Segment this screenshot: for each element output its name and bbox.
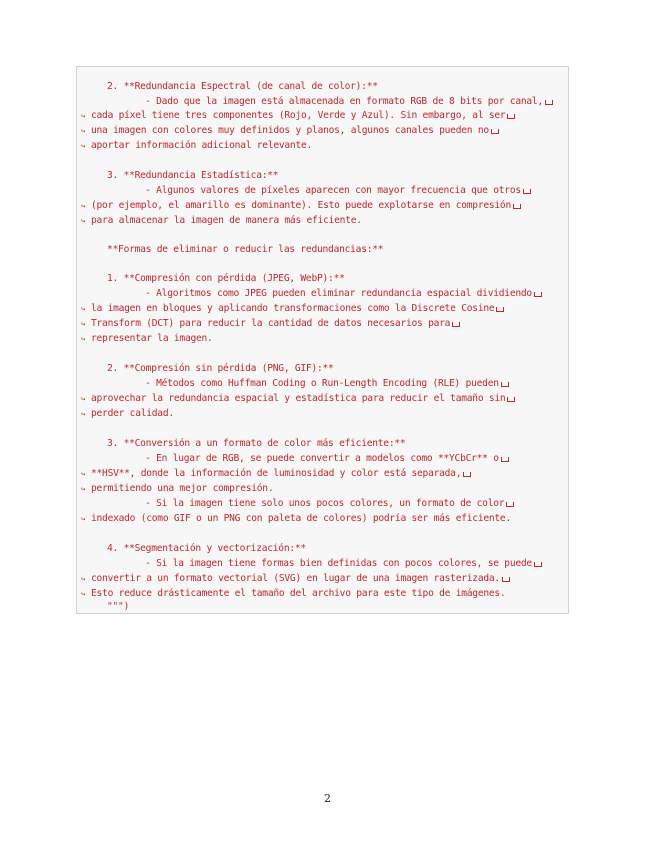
code-line: aprovechar la redundancia espacial y estadística para reducir el tamaño sin (91, 393, 515, 405)
line-continuation-icon: ↪ (81, 217, 86, 225)
line-break-icon (534, 562, 542, 567)
code-line: """) (107, 601, 130, 612)
code-line: para almacenar la imagen de manera más eficiente. (91, 215, 362, 226)
line-break-icon (506, 502, 514, 507)
line-break-icon (507, 114, 515, 119)
line-continuation-icon: ↪ (81, 127, 86, 135)
code-line: 2. **Redundancia Espectral (de canal de color):** (107, 81, 378, 92)
line-continuation-icon: ↪ (81, 515, 86, 523)
code-line: (por ejemplo, el amarillo es dominante). Esto puede explotarse en compresión (91, 200, 521, 212)
line-continuation-icon: ↪ (81, 305, 86, 313)
line-break-icon (502, 577, 510, 582)
line-break-icon (507, 397, 515, 402)
code-line: 4. **Segmentación y vectorización:** (107, 543, 306, 554)
line-continuation-icon: ↪ (81, 142, 86, 150)
code-line: indexado (como GIF o un PNG con paleta de colores) podría ser más eficiente. (91, 513, 511, 524)
line-continuation-icon: ↪ (81, 485, 86, 493)
line-continuation-icon: ↪ (81, 395, 86, 403)
code-line: permitiendo una mejor compresión. (91, 483, 274, 494)
line-break-icon (513, 204, 521, 209)
code-line: - Algunos valores de píxeles aparecen con mayor frecuencia que otros (123, 185, 531, 197)
code-line: 2. **Compresión sin pérdida (PNG, GIF):** (107, 363, 334, 374)
code-block (76, 66, 569, 614)
code-line: - Si la imagen tiene formas bien definidas con pocos colores, se puede (123, 558, 542, 570)
line-break-icon (463, 472, 471, 477)
code-line: aportar información adicional relevante. (91, 140, 313, 151)
code-line: 3. **Conversión a un formato de color más eficiente:** (107, 438, 406, 449)
line-continuation-icon: ↪ (81, 590, 86, 598)
code-line: - Algoritmos como JPEG pueden eliminar redundancia espacial dividiendo (123, 288, 542, 300)
line-continuation-icon: ↪ (81, 575, 86, 583)
code-line: - Dado que la imagen está almacenada en formato RGB de 8 bits por canal, (123, 96, 553, 108)
line-break-icon (545, 100, 553, 105)
line-continuation-icon: ↪ (81, 335, 86, 343)
line-break-icon (491, 129, 499, 134)
line-break-icon (523, 189, 531, 194)
code-line: perder calidad. (91, 408, 174, 419)
code-line: convertir a un formato vectorial (SVG) en lugar de una imagen rasterizada. (91, 573, 510, 585)
code-line: una imagen con colores muy definidos y planos, algunos canales pueden no (91, 125, 499, 137)
line-break-icon (501, 457, 509, 462)
page-number: 2 (324, 792, 331, 805)
code-line: representar la imagen. (91, 333, 213, 344)
code-line: - Métodos como Huffman Coding o Run-Length Encoding (RLE) pueden (123, 378, 509, 390)
code-line: **Formas de eliminar o reducir las redundancias:** (107, 244, 384, 255)
code-line: la imagen en bloques y aplicando transformaciones como la Discrete Cosine (91, 303, 504, 315)
code-line: 1. **Compresión con pérdida (JPEG, WebP):** (107, 273, 345, 284)
code-line: Transform (DCT) para reducir la cantidad de datos necesarios para (91, 318, 460, 330)
line-break-icon (496, 307, 504, 312)
code-line: cada píxel tiene tres componentes (Rojo, Verde y Azul). Sin embargo, al ser (91, 110, 515, 122)
code-line: **HSV**, donde la información de luminosidad y color está separada, (91, 468, 471, 480)
line-continuation-icon: ↪ (81, 410, 86, 418)
line-break-icon (452, 322, 460, 327)
line-continuation-icon: ↪ (81, 320, 86, 328)
line-continuation-icon: ↪ (81, 202, 86, 210)
code-line: Esto reduce drásticamente el tamaño del archivo para este tipo de imágenes. (91, 588, 506, 599)
line-continuation-icon: ↪ (81, 112, 86, 120)
line-break-icon (501, 382, 509, 387)
line-continuation-icon: ↪ (81, 470, 86, 478)
line-break-icon (534, 292, 542, 297)
code-line: - Si la imagen tiene solo unos pocos colores, un formato de color (123, 498, 514, 510)
code-line: - En lugar de RGB, se puede convertir a modelos como **YCbCr** o (123, 453, 509, 465)
code-line: 3. **Redundancia Estadística:** (107, 170, 279, 181)
